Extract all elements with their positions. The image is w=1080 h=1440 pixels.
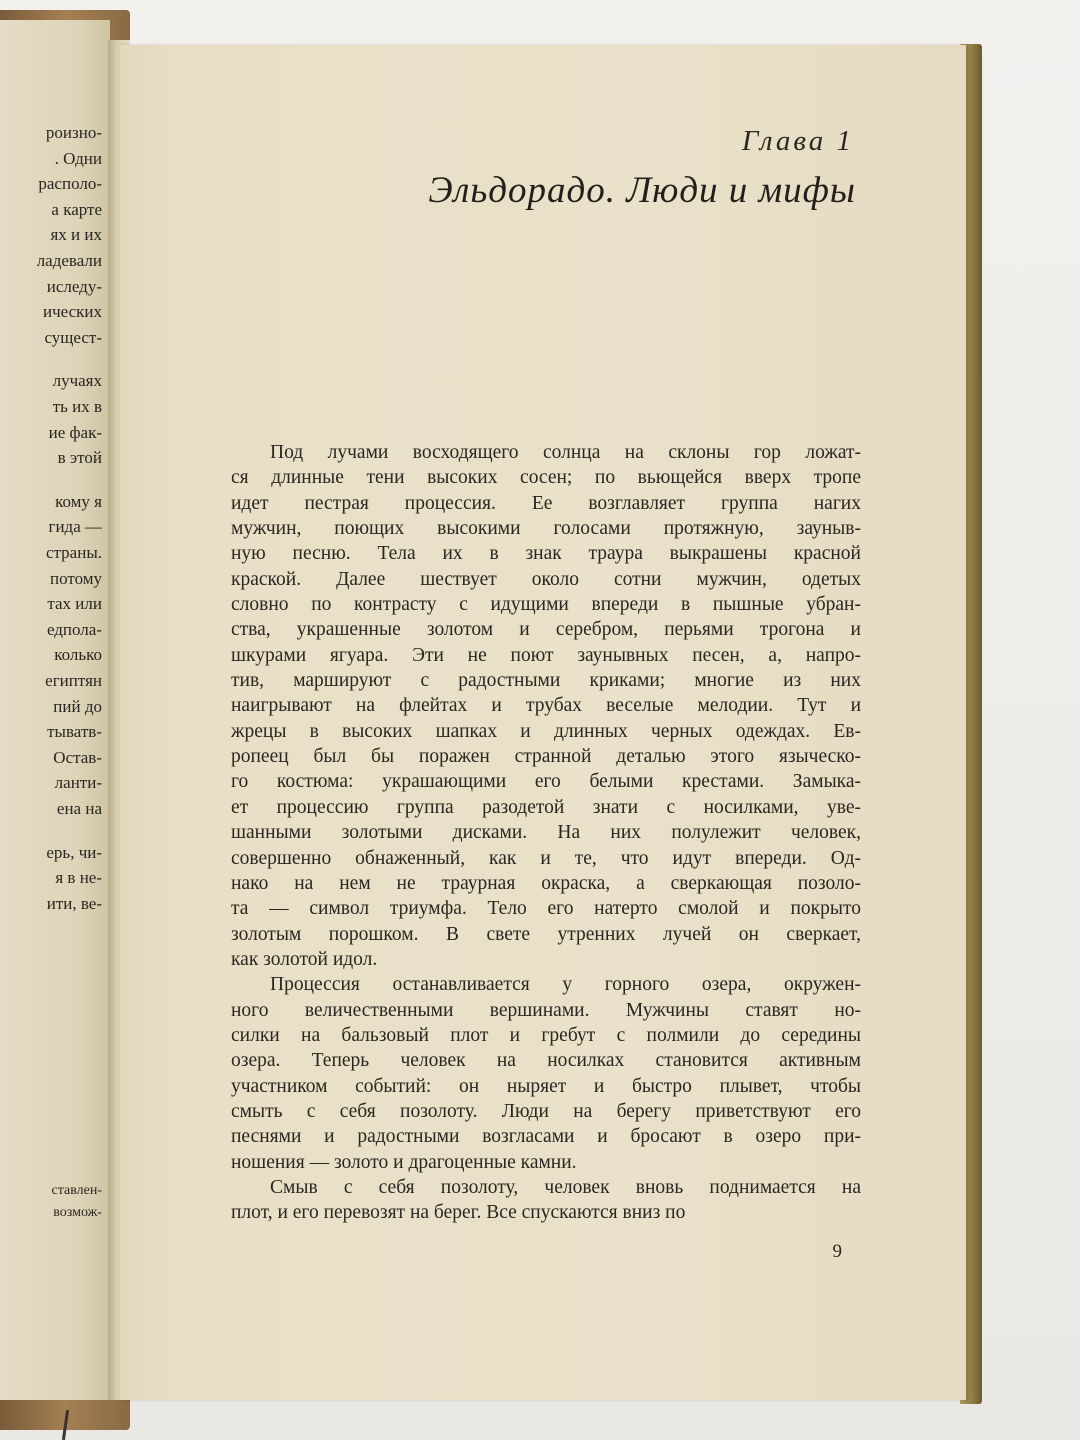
- text-line: словно по контрасту с идущими впереди в пышные убран-: [231, 594, 861, 616]
- left-page-fragment: ерь, чи-: [46, 842, 102, 862]
- left-page-fragment: в этой: [57, 448, 102, 468]
- text-line: краской. Далее шествует около сотни мужчин, одетых: [231, 568, 861, 590]
- paragraph: [231, 972, 861, 1175]
- left-page-fragment: лучаях: [52, 371, 102, 391]
- text-line: Процессия останавливается у горного озера, окружен-: [270, 974, 861, 996]
- text-line: мужчин, поющих высокими голосами протяжную, зауныв-: [231, 518, 861, 540]
- right-page: [120, 45, 966, 1400]
- text-line: го костюма: украшающими его белыми крестами. Замыка-: [231, 771, 861, 793]
- left-page-fragment: я в не-: [55, 868, 102, 888]
- text-line: совершенно обнаженный, как и те, что идут впереди. Од-: [231, 847, 861, 869]
- text-line: Под лучами восходящего солнца на склоны гор ложат-: [270, 442, 861, 463]
- text-line: силки на бальзовый плот и гребут с полмили до середины: [231, 1024, 861, 1046]
- text-line: участником событий: он ныряет и быстро плывет, чтобы: [231, 1075, 861, 1097]
- text-line: шкурами ягуара. Эти не поют заунывных песен, а, напро-: [231, 644, 861, 666]
- left-page-fragment: ланти-: [54, 773, 102, 793]
- left-page-fragment: колько: [54, 645, 102, 665]
- text-line: шанными золотыми дисками. На них полулежит человек,: [231, 822, 861, 844]
- text-line: золотым порошком. В свете утренних лучей он сверкает,: [231, 923, 861, 945]
- text-line: та — символ триумфа. Тело его натерто смолой и покрыто: [231, 898, 861, 920]
- text-line: озера. Теперь человек на носилках становится активным: [231, 1050, 861, 1072]
- left-page-fragment: кому я: [55, 491, 102, 511]
- text-line: плот, и его перевозят на берег. Все спускаются вниз по: [231, 1202, 686, 1224]
- text-line: ную песню. Тела их в знак траура выкрашены красной: [231, 543, 861, 565]
- left-page-fragment: а карте: [51, 199, 102, 219]
- text-line: ного величественными вершинами. Мужчины ставят но-: [231, 999, 861, 1021]
- text-line: жрецы в высоких шапках и длинных черных одеждах. Ев-: [231, 720, 861, 742]
- text-line: идет пестрая процессия. Ее возглавляет группа нагих: [231, 492, 861, 514]
- body-text: [231, 440, 861, 1226]
- left-page-fragment: тах или: [47, 594, 102, 614]
- left-page-footnote-fragment: возмож-: [53, 1205, 102, 1220]
- left-page-fragment: ях и их: [50, 225, 102, 245]
- text-line: Смыв с себя позолоту, человек вновь поднимается на: [270, 1176, 861, 1198]
- left-page-fragment: ити, ве-: [46, 893, 102, 913]
- left-page-fragment: гида —: [48, 517, 102, 537]
- left-page-fragment: пий до: [53, 696, 102, 716]
- left-page-fragment: египтян: [45, 671, 102, 690]
- text-line: ропеец был бы поражен странной деталью этого языческо-: [231, 746, 861, 768]
- chapter-label: Глава 1: [741, 125, 854, 157]
- chapter-title: Эльдорадо. Люди и мифы: [428, 170, 856, 211]
- text-line: ства, украшенные золотом и серебром, перьями трогона и: [231, 619, 861, 641]
- left-page-fragment: иследу-: [46, 276, 102, 296]
- left-page-fragment: ть их в: [52, 397, 102, 416]
- text-line: смыть с себя позолоту. Люди на берегу приветствуют его: [231, 1100, 861, 1122]
- text-line: как золотой идол.: [231, 948, 378, 970]
- left-page-fragment: роизно-: [45, 123, 102, 142]
- left-page-fragment: сущест-: [44, 327, 102, 347]
- left-page-fragment: ладевали: [36, 251, 102, 270]
- left-page-fragment: ена на: [56, 799, 102, 818]
- text-line: тив, маршируют с радостными криками; многие из них: [231, 670, 861, 692]
- left-page-fragment: располо-: [38, 174, 102, 194]
- page-number: 9: [832, 1241, 842, 1262]
- left-page-fragment: Остав-: [53, 747, 102, 767]
- left-page-fragment: ие фак-: [48, 422, 102, 442]
- paragraph: [231, 440, 861, 972]
- left-page-fragment: едпола-: [46, 619, 102, 639]
- text-line: ся длинные тени высоких сосен; по вьющейся вверх тропе: [231, 467, 861, 489]
- left-page: [0, 20, 110, 1400]
- left-page-fragment: страны.: [46, 543, 102, 562]
- left-page-fragment: потому: [49, 568, 102, 588]
- left-page-fragment: . Одни: [54, 148, 102, 168]
- left-page-fragment: тыватв-: [47, 722, 102, 742]
- left-page-fragment: ических: [42, 302, 102, 322]
- text-line: песнями и радостными возгласами и бросают в озеро при-: [231, 1126, 861, 1148]
- text-line: нако на нем не траурная окраска, а сверкающая позоло-: [231, 872, 861, 894]
- text-line: наигрывают на флейтах и трубах веселые мелодии. Тут и: [231, 695, 861, 717]
- text-line: ет процессию группа разодетой знати с носилками, уве-: [231, 796, 861, 818]
- left-page-footnote-fragment: ставлен-: [51, 1183, 102, 1198]
- paragraph: [231, 1175, 861, 1226]
- text-line: ношения — золото и драгоценные камни.: [231, 1151, 577, 1173]
